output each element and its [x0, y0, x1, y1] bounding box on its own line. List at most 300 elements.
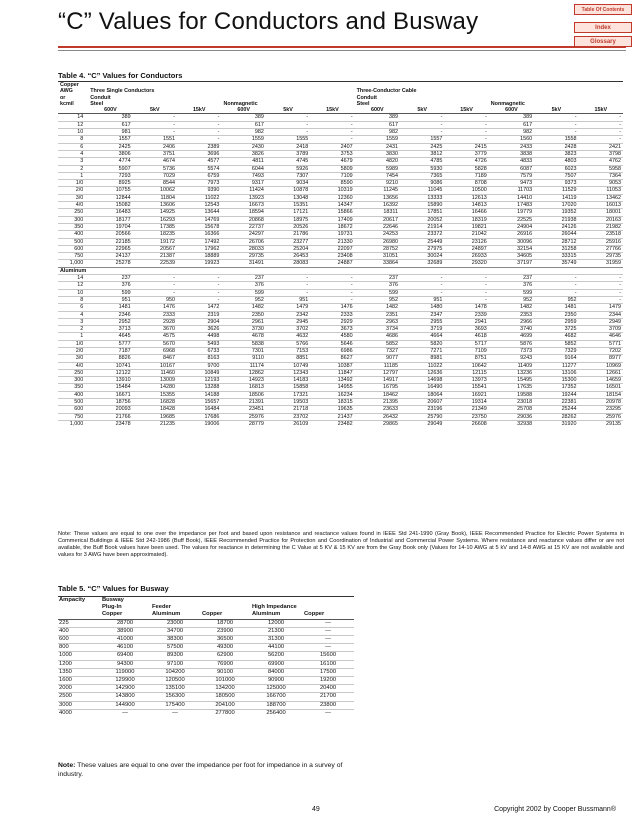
table-of-contents-button[interactable]: Table Of Contents: [574, 4, 632, 15]
table-cell: 500: [58, 238, 88, 245]
table-cell: -: [579, 296, 623, 303]
table-cell: -: [444, 136, 488, 143]
table-row: [58, 311, 623, 318]
table-cell: 2952: [88, 318, 132, 325]
table-cell: 7365: [400, 172, 444, 179]
table-row: [58, 114, 623, 121]
table-cell: 23196: [400, 406, 444, 413]
table-cell: 5852: [534, 340, 578, 347]
table-cell: 6023: [534, 165, 578, 172]
table-cell: 10878: [266, 187, 310, 194]
table-cell: 16366: [177, 231, 221, 238]
table-cell: 1557: [400, 136, 444, 143]
table-cell: 15355: [133, 391, 177, 398]
table-cell: 142900: [100, 685, 150, 693]
table-cell: 5646: [310, 340, 354, 347]
table-row: [58, 333, 623, 340]
table-cell: -: [266, 275, 310, 282]
table-cell: 2351: [355, 311, 400, 318]
table-cell: -: [133, 289, 177, 296]
table-cell: 7271: [400, 347, 444, 354]
table-cell: 5736: [133, 165, 177, 172]
table-cell: 15858: [266, 384, 310, 391]
table-cell: 1480: [400, 304, 444, 311]
table-cell: 41000: [100, 636, 150, 644]
table-cell: 5876: [489, 340, 534, 347]
table-cell: 28712: [534, 238, 578, 245]
table-cell: 5930: [400, 165, 444, 172]
table-cell: 97100: [150, 660, 200, 668]
table-cell: 14659: [579, 377, 623, 384]
table-cell: 12543: [177, 202, 221, 209]
table-cell: 2333: [133, 311, 177, 318]
table-row: [58, 136, 623, 143]
table-cell: 9373: [534, 180, 578, 187]
table-cell: 21391: [221, 399, 265, 406]
table-cell: 19172: [133, 238, 177, 245]
table-cell: 34700: [150, 627, 200, 635]
table-cell: Aluminum: [150, 611, 200, 619]
table-cell: Busway: [102, 597, 124, 603]
table-cell: 389: [88, 114, 132, 121]
table-cell: 29735: [221, 253, 265, 260]
table-cell: -: [444, 114, 488, 121]
table-cell: -: [266, 121, 310, 128]
table-cell: 13492: [310, 377, 354, 384]
table-cell: 15890: [400, 202, 444, 209]
table-cell: 15351: [266, 202, 310, 209]
table-cell: 18154: [579, 391, 623, 398]
table-row: [58, 406, 623, 413]
table-cell: 6968: [133, 347, 177, 354]
table-cell: 129900: [100, 677, 150, 685]
table-cell: 4803: [534, 158, 578, 165]
table-cell: 15657: [177, 399, 221, 406]
table-cell: 982: [355, 129, 400, 136]
table-cell: 14923: [221, 377, 265, 384]
table-cell: 24297: [221, 231, 265, 238]
table-cell: 20566: [88, 231, 132, 238]
table-cell: 2929: [310, 318, 354, 325]
table-cell: 599: [489, 289, 534, 296]
table-cell: 25244: [534, 406, 578, 413]
table-cell: 1476: [310, 304, 354, 311]
table-row: [58, 369, 623, 376]
table-cell: 17385: [133, 223, 177, 230]
table-cell: 7493: [221, 172, 265, 179]
table-cell: 16013: [579, 202, 623, 209]
table-cell: 25916: [579, 238, 623, 245]
table-cell: 7329: [534, 347, 578, 354]
table-cell: 20093: [88, 406, 132, 413]
table-cell: 15kV: [310, 107, 354, 114]
table-cell: 15600: [302, 652, 354, 660]
table-header-row: [58, 611, 354, 619]
table-cell: 18311: [355, 209, 400, 216]
table-cell: 8925: [88, 180, 132, 187]
table-cell: 16795: [355, 384, 400, 391]
table-cell: -: [266, 114, 310, 121]
table-cell: 29865: [355, 420, 400, 427]
table-cell: 3789: [266, 150, 310, 157]
table-cell: 2421: [579, 143, 623, 150]
table-cell: 19200: [302, 677, 354, 685]
table-cell: Copper: [200, 611, 250, 619]
table-cell: Nonmagnetic: [490, 100, 525, 107]
table-cell: 2418: [266, 143, 310, 150]
table-cell: 2425: [88, 143, 132, 150]
table-cell: 23295: [579, 406, 623, 413]
table-cell: 11174: [221, 362, 265, 369]
table-cell: -: [579, 121, 623, 128]
table-cell: 17020: [534, 202, 578, 209]
table-cell: 22381: [534, 399, 578, 406]
table-cell: 21042: [444, 231, 488, 238]
table-cell: 56200: [250, 652, 302, 660]
table-cell: 19352: [534, 209, 578, 216]
table-row: [58, 627, 354, 635]
table-cell: 20617: [355, 216, 400, 223]
table-cell: 18319: [444, 216, 488, 223]
table-cell: 600: [58, 245, 88, 252]
table-cell: 16392: [355, 202, 400, 209]
table-cell: 12000: [250, 619, 302, 627]
table-row: [58, 253, 623, 260]
table-cell: 3670: [133, 326, 177, 333]
table-cell: High Impedance: [252, 604, 297, 611]
table-cell: 7029: [133, 172, 177, 179]
table-cell: 5kV: [400, 107, 444, 114]
table-cell: 4679: [310, 158, 354, 165]
table-cell: 6: [58, 304, 88, 311]
table-cell: -: [400, 275, 444, 282]
index-button[interactable]: Index: [574, 22, 632, 33]
table-row: [58, 143, 623, 150]
table-cell: 1,000: [58, 260, 88, 267]
table-cell: Plug-In: [102, 604, 122, 611]
table-cell: 18756: [88, 399, 132, 406]
table-cell: 22185: [88, 238, 132, 245]
table-cell: 3838: [489, 150, 534, 157]
table-cell: 599: [88, 289, 132, 296]
table-cell: 2425: [400, 143, 444, 150]
table-cell: 16484: [177, 406, 221, 413]
table-cell: 23800: [302, 701, 354, 709]
table-row: [58, 384, 623, 391]
table-cell: 3/0: [58, 194, 88, 201]
table-cell: 376: [88, 282, 132, 289]
table-cell: 19244: [534, 391, 578, 398]
table-row: [58, 391, 623, 398]
table-cell: 8: [58, 296, 88, 303]
table-cell: -: [133, 114, 177, 121]
glossary-button[interactable]: Glossary: [574, 36, 632, 47]
table-cell: 6986: [310, 347, 354, 354]
table-cell: 84000: [250, 668, 302, 676]
table-cell: 13462: [579, 194, 623, 201]
table-cell: 20526: [266, 223, 310, 230]
table-row: [58, 709, 354, 717]
table-cell: 18177: [88, 216, 132, 223]
aluminum-section-label: Aluminum: [58, 267, 623, 274]
table-cell: 952: [534, 296, 578, 303]
table-cell: 950: [133, 296, 177, 303]
table-cell: 4664: [400, 333, 444, 340]
table-cell: -: [534, 129, 578, 136]
table-cell: 8751: [444, 355, 488, 362]
table-cell: -: [310, 296, 354, 303]
table-cell: 38900: [100, 627, 150, 635]
table-cell: 2500: [58, 693, 100, 701]
table-cell: 31051: [355, 253, 400, 260]
table-cell: [200, 604, 250, 611]
table-cell: 23900: [200, 627, 250, 635]
table-cell: 32154: [489, 245, 534, 252]
table-cell: 617: [489, 121, 534, 128]
table-cell: -: [579, 136, 623, 143]
table4-note: Note: These values are equal to one over the impedance per foot and based upon resistance and reactance values found in IEEE Std 241-1990 (Gray Book), IEEE Recommended Practice for Electric Power Systems in Commerical Buildings & IEEE Std 242-1986 (Buff Book), IEEE Recommended Practice for Protection and Coordination of Industrial and Commercial Power Systems. Where resistance and reactance values differ or are not available, the Buff Book values have been used. The values for reactance in determining the C Value at 5 KV & 15 KV are from the Gray Book only (Values for 14-10 AWG at 5 kV and 14-8 AWG at 15 KV are not available and values for 3 AWG have been approximated).: [58, 531, 624, 558]
table-row: [58, 275, 623, 282]
table-cell: 1,000: [58, 420, 88, 427]
table-cell: 18700: [200, 619, 250, 627]
table-cell: 4682: [534, 333, 578, 340]
table-cell: 277800: [200, 709, 250, 717]
table-cell: 3/0: [58, 355, 88, 362]
table-cell: 7973: [177, 180, 221, 187]
table-cell: 3696: [177, 150, 221, 157]
table-cell: 4577: [177, 158, 221, 165]
table-cell: 9110: [221, 355, 265, 362]
table-cell: 30096: [489, 238, 534, 245]
table-cell: 10741: [88, 362, 132, 369]
table-cell: 2904: [177, 318, 221, 325]
table-cell: 4498: [177, 333, 221, 340]
table-cell: -: [400, 121, 444, 128]
table-cell: [302, 597, 354, 604]
table-cell: 19923: [177, 260, 221, 267]
table-cell: 17686: [177, 413, 221, 420]
table-cell: 4726: [444, 158, 488, 165]
table-cell: 4745: [266, 158, 310, 165]
table-row: [58, 652, 354, 660]
table-cell: 10319: [310, 187, 354, 194]
table-cell: 20052: [400, 216, 444, 223]
table-cell: -: [579, 114, 623, 121]
table-cell: 2389: [177, 143, 221, 150]
table-cell: 2350: [534, 311, 578, 318]
table-cell: 24137: [88, 253, 132, 260]
table-cell: 4674: [133, 158, 177, 165]
table-cell: 62900: [200, 652, 250, 660]
table-cell: 31258: [534, 245, 578, 252]
table-cell: 5kV: [266, 107, 310, 114]
table-cell: 8163: [177, 355, 221, 362]
table-cell: 119000: [100, 668, 150, 676]
table-cell: 13923: [221, 194, 265, 201]
table-cell: 21330: [310, 238, 354, 245]
table-cell: 350: [58, 223, 88, 230]
table-cell: 24253: [355, 231, 400, 238]
table-cell: 237: [221, 275, 265, 282]
table-cell: 952: [489, 296, 534, 303]
table-cell: 19314: [444, 399, 488, 406]
table-cell: -: [400, 289, 444, 296]
table-cell: 22539: [133, 260, 177, 267]
table-cell: 17483: [489, 202, 534, 209]
table-cell: 21349: [444, 406, 488, 413]
table-cell: 2: [58, 165, 88, 172]
table-cell: Conduit: [356, 94, 377, 101]
table-row: [58, 245, 623, 252]
table-cell: 4699: [489, 333, 534, 340]
table-cell: 600: [58, 406, 88, 413]
table-cell: 7202: [579, 347, 623, 354]
table-row: [58, 693, 354, 701]
table-cell: 1/0: [58, 180, 88, 187]
table-cell: 18506: [221, 391, 265, 398]
table-cell: 8590: [310, 180, 354, 187]
table-cell: 16466: [444, 209, 488, 216]
table-cell: 8851: [266, 355, 310, 362]
table-cell: 166700: [250, 693, 302, 701]
table-cell: 18594: [221, 209, 265, 216]
table-cell: 4/0: [58, 202, 88, 209]
table-cell: 1551: [133, 136, 177, 143]
table-cell: 46100: [100, 644, 150, 652]
table-row: [58, 318, 623, 325]
table-cell: 4811: [221, 158, 265, 165]
table-cell: 26109: [266, 420, 310, 427]
table-cell: 125000: [250, 685, 302, 693]
table-cell: 8981: [400, 355, 444, 362]
table-cell: Steel: [356, 100, 370, 107]
table-cell: -: [177, 121, 221, 128]
table-cell: 2406: [133, 143, 177, 150]
table-cell: -: [534, 114, 578, 121]
table-cell: 952: [355, 296, 400, 303]
table-cell: 23126: [444, 238, 488, 245]
table-cell: 1: [58, 333, 88, 340]
table-cell: 600V: [88, 107, 132, 114]
table-cell: 14119: [534, 194, 578, 201]
table-cell: 3626: [177, 326, 221, 333]
table-cell: -: [310, 136, 354, 143]
table-cell: -: [400, 129, 444, 136]
table-cell: 11022: [177, 194, 221, 201]
table-cell: 144900: [100, 701, 150, 709]
table-cell: 8708: [444, 180, 488, 187]
table-cell: 2415: [444, 143, 488, 150]
table-cell: —: [150, 709, 200, 717]
table-cell: 389: [355, 114, 400, 121]
table-cell: 38300: [150, 636, 200, 644]
table-cell: 10387: [310, 362, 354, 369]
table-cell: [250, 597, 302, 604]
table-cell: 600V: [355, 107, 400, 114]
table-cell: -: [444, 129, 488, 136]
table-cell: 982: [489, 129, 534, 136]
table-cell: Ampacity: [59, 597, 86, 603]
table-cell: [58, 611, 100, 619]
table-cell: 951: [266, 296, 310, 303]
table-cell: 10749: [266, 362, 310, 369]
table-cell: 10: [58, 129, 88, 136]
table-cell: 21437: [310, 413, 354, 420]
table-cell: 750: [58, 413, 88, 420]
table-cell: 12636: [400, 369, 444, 376]
table-cell: 4645: [88, 333, 132, 340]
table-cell: 12: [58, 121, 88, 128]
table-cell: —: [302, 619, 354, 627]
table-cell: 14955: [310, 384, 354, 391]
table-cell: 16100: [302, 660, 354, 668]
table-cell: 2347: [400, 311, 444, 318]
table-cell: 14280: [133, 384, 177, 391]
table-cell: 31920: [534, 420, 578, 427]
table-cell: 1472: [177, 304, 221, 311]
table-cell: 26916: [489, 231, 534, 238]
table-cell: 599: [221, 289, 265, 296]
table-cell: 94300: [100, 660, 150, 668]
table-cell: -: [444, 282, 488, 289]
table-cell: AWG: [60, 88, 73, 95]
table-cell: 101000: [200, 677, 250, 685]
table-cell: [58, 604, 100, 611]
table-cell: 19588: [489, 391, 534, 398]
table-cell: 1481: [88, 304, 132, 311]
table-cell: 69400: [100, 652, 150, 660]
table-cell: 1350: [58, 668, 100, 676]
table-cell: -: [177, 296, 221, 303]
table-cell: -: [444, 121, 488, 128]
table-cell: 800: [58, 644, 100, 652]
table-cell: 44100: [250, 644, 302, 652]
table-cell: 18315: [310, 399, 354, 406]
table-cell: 3: [58, 318, 88, 325]
table-cell: -: [310, 282, 354, 289]
table-cell: 15kV: [444, 107, 488, 114]
table-cell: 4833: [489, 158, 534, 165]
table-cell: 19821: [444, 223, 488, 230]
table-cell: 25976: [221, 413, 265, 420]
table-cell: Three-Conductor Cable: [356, 88, 417, 95]
table-cell: 23750: [444, 413, 488, 420]
table-cell: 400: [58, 627, 100, 635]
table-cell: 4575: [133, 333, 177, 340]
table-cell: 16673: [221, 202, 265, 209]
table-cell: 2339: [444, 311, 488, 318]
table-cell: 10500: [444, 187, 488, 194]
table-cell: 2342: [266, 311, 310, 318]
table-cell: 21395: [355, 399, 400, 406]
table-cell: 18001: [579, 209, 623, 216]
table-cell: 1560: [489, 136, 534, 143]
table-cell: 15kV: [177, 107, 221, 114]
table-cell: 237: [355, 275, 400, 282]
table-row: [58, 150, 623, 157]
table-cell: 250: [58, 209, 88, 216]
table-cell: 2/0: [58, 347, 88, 354]
table-cell: 18672: [310, 223, 354, 230]
table-cell: 25204: [266, 245, 310, 252]
table-cell: 12: [58, 282, 88, 289]
table-cell: 49300: [200, 644, 250, 652]
table-row: [58, 172, 623, 179]
table-row: [58, 701, 354, 709]
table-cell: —: [302, 644, 354, 652]
table-cell: 2: [58, 326, 88, 333]
table-cell: 11409: [489, 362, 534, 369]
